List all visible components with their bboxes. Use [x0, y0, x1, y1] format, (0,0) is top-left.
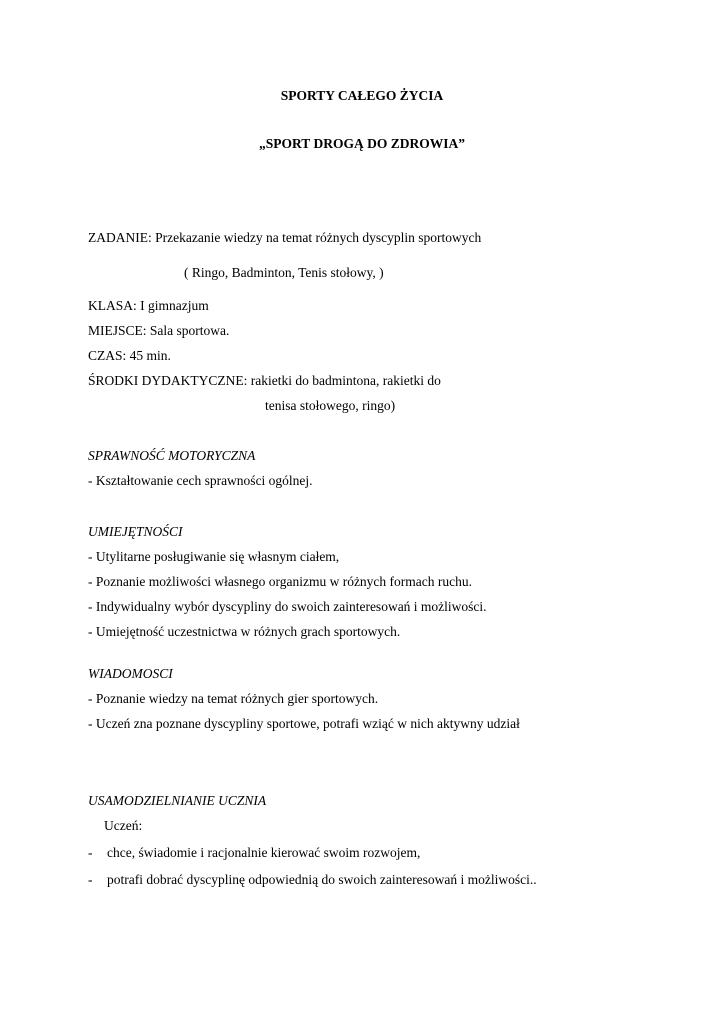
- dash-marker: -: [88, 872, 93, 887]
- motor-heading: SPRAWNOŚĆ MOTORYCZNA: [88, 448, 256, 463]
- list-item: - Poznanie możliwości własnego organizmu w różnych formach ruchu.: [88, 574, 473, 589]
- list-item: - Utylitarne posługiwanie się własnym ciałem,: [88, 549, 340, 564]
- list-item: - Uczeń zna poznane dyscypliny sportowe, potrafi wziąć w nich aktywny udział: [88, 716, 520, 731]
- time-line: CZAS: 45 min.: [88, 348, 171, 363]
- independence-intro: Uczeń:: [104, 818, 143, 833]
- place-line: MIEJSCE: Sala sportowa.: [88, 323, 230, 338]
- list-item: - Indywidualny wybór dyscypliny do swoich zainteresowań i możliwości.: [88, 599, 487, 614]
- document-title: SPORTY CAŁEGO ŻYCIA: [280, 88, 444, 103]
- dash-marker: -: [88, 845, 93, 860]
- aids-continuation: tenisa stołowego, ringo): [265, 398, 396, 413]
- task-continuation: ( Ringo, Badminton, Tenis stołowy, ): [184, 265, 384, 280]
- skills-heading: UMIEJĘTNOŚCI: [88, 524, 183, 539]
- independence-heading: USAMODZIELNIANIE UCZNIA: [88, 793, 267, 808]
- list-item: - Umiejętność uczestnictwa w różnych grach sportowych.: [88, 624, 401, 639]
- list-item: - Kształtowanie cech sprawności ogólnej.: [88, 473, 313, 488]
- task-line: ZADANIE: Przekazanie wiedzy na temat różnych dyscyplin sportowych: [88, 230, 482, 245]
- aids-line: ŚRODKI DYDAKTYCZNE: rakietki do badmintona, rakietki do: [88, 373, 441, 388]
- list-item-text: potrafi dobrać dyscyplinę odpowiednią do swoich zainteresowań i możliwości..: [107, 872, 537, 887]
- knowledge-heading: WIADOMOSCI: [88, 666, 173, 681]
- document-subtitle: „SPORT DROGĄ DO ZDROWIA”: [259, 136, 465, 151]
- list-item: - Poznanie wiedzy na temat różnych gier sportowych.: [88, 691, 379, 706]
- class-line: KLASA: I gimnazjum: [88, 298, 209, 313]
- list-item-text: chce, świadomie i racjonalnie kierować swoim rozwojem,: [107, 845, 421, 860]
